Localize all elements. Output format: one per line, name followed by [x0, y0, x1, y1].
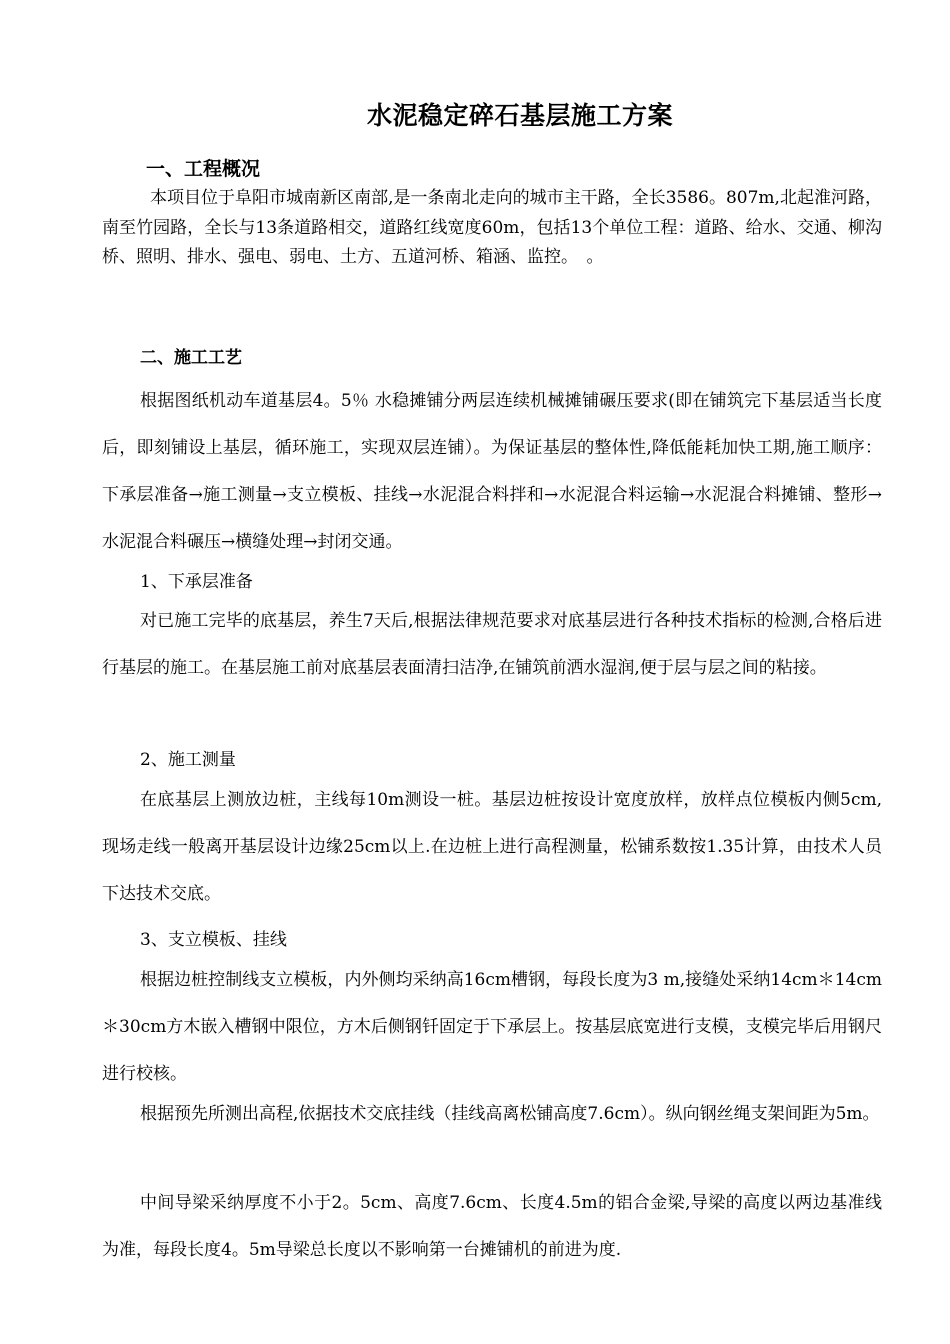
section-heading-overview: 一、工程概况: [146, 158, 261, 180]
document-title: 水泥稳定碎石基层施工方案: [366, 101, 673, 130]
subheading-survey: 2、施工测量: [140, 750, 236, 770]
formwork-paragraph: 根据边桩控制线支立模板，内外侧均采纳高16cm槽钢，每段长度为3 m,接缝处采纳14cm＊14cm＊30cm方木嵌入槽钢中限位，方木后侧钢钎固定于下承层上。按基层底宽进行支模，支模完毕后用钢尺进行校核。: [102, 970, 882, 1084]
survey-paragraph: 在底基层上测放边桩，主线每10m测设一桩。基层边桩按设计宽度放样，放样点位模板内侧5cm,现场走线一般离开基层设计边缘25cm以上.在边桩上进行高程测量，松铺系数按1.35计算，由技术人员下达技术交底。: [102, 790, 882, 904]
underlayer-paragraph: 对已施工完毕的底基层，养生7天后,根据法律规范要求对底基层进行各种技术指标的检测,合格后进行基层的施工。在基层施工前对底基层表面清扫洁净,在铺筑前洒水湿润,便于层与层之间的粘接。: [102, 611, 882, 678]
subheading-formwork: 3、支立模板、挂线: [140, 930, 287, 950]
process-intro-paragraph: 根据图纸机动车道基层4。5％ 水稳摊铺分两层连续机械摊铺碾压要求(即在铺筑完下基层适当长度后，即刻铺设上基层，循环施工，实现双层连铺）。为保证基层的整体性,降低能耗加快工期,施工顺序：下承层准备→施工测量→支立模板、挂线→水泥混合料拌和→水泥混合料运输→水泥混合料摊铺、整形→水泥混合料碾压→横缝处理→封闭交通。: [102, 391, 882, 552]
stringline-paragraph: 根据预先所测出高程,依据技术交底挂线（挂线高离松铺高度7.6cm）。纵向钢丝绳支架间距为5m。: [140, 1104, 880, 1124]
section-heading-process: 二、施工工艺: [140, 348, 242, 368]
guide-beam-paragraph: 中间导梁采纳厚度不小于2。5cm、高度7.6cm、长度4.5m的铝合金梁,导梁的高度以两边基准线为准，每段长度4。5m导梁总长度以不影响第一台摊铺机的前进为度.: [102, 1193, 882, 1260]
subheading-underlayer: 1、下承层准备: [140, 572, 253, 592]
overview-paragraph: 本项目位于阜阳市城南新区南部,是一条南北走向的城市主干路，全长3586。807m,北起淮河路，南至竹园路，全长与13条道路相交，道路红线宽度60m，包括13个单位工程：道路、给水、交通、柳沟桥、照明、排水、强电、弱电、土方、五道河桥、箱涵、监控。 。: [102, 188, 882, 267]
